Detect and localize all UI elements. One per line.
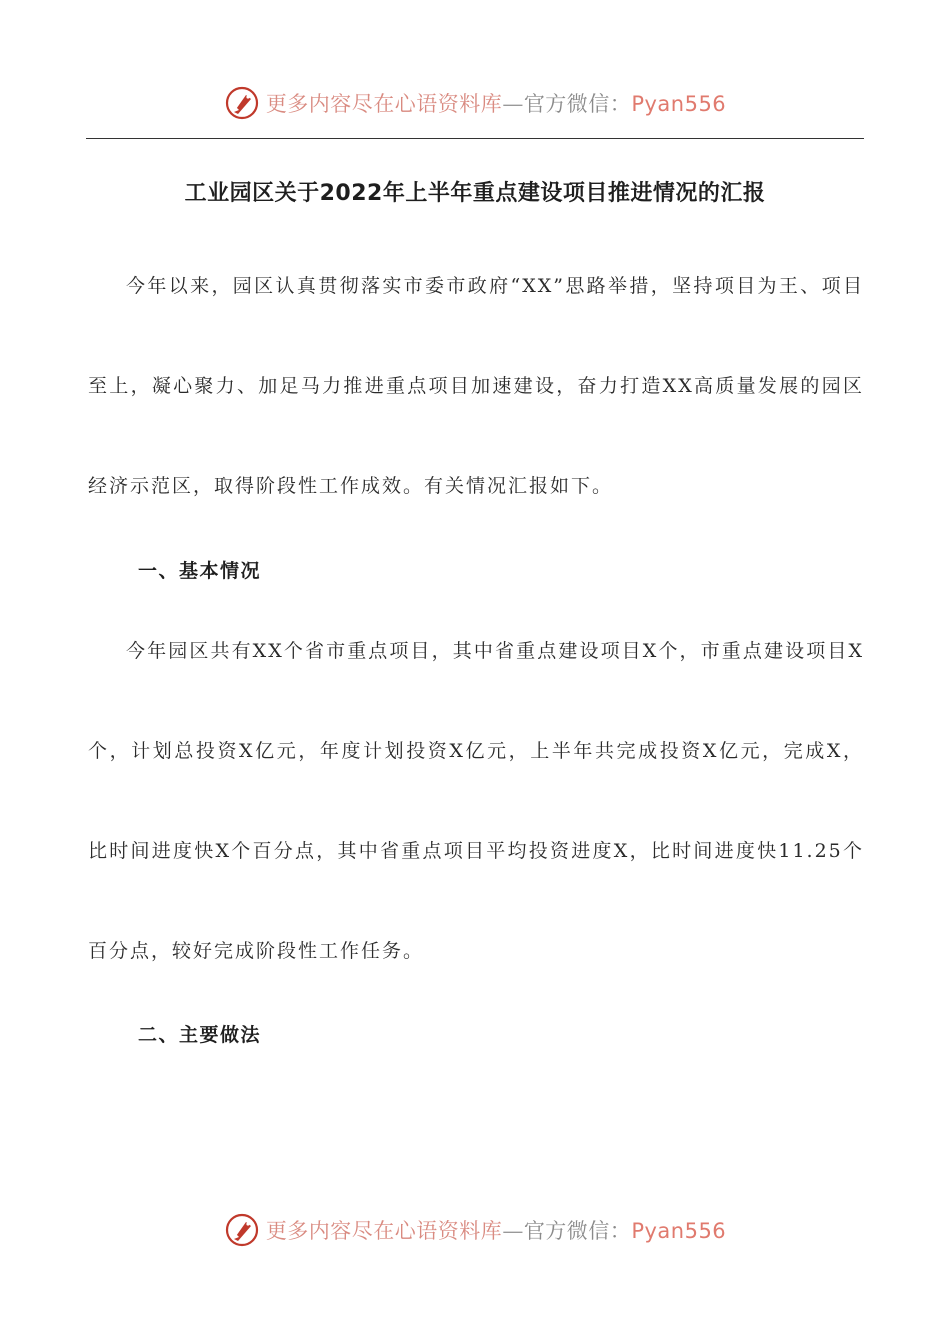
watermark-wechat-label: 官方微信： xyxy=(523,1219,632,1243)
watermark-main-text: 更多内容尽在心语资料库 xyxy=(265,92,503,116)
intro-paragraph: 今年以来，园区认真贯彻落实市委市政府“XX”思路举措，坚持项目为王、项目至上，凝心聚力、加足马力推进重点项目加速建设，奋力打造XX高质量发展的园区经济示范区，取得阶段性工作成效。有关情况汇报如下。 xyxy=(88,275,864,497)
section-heading-main-practices: 二、主要做法 xyxy=(138,1024,262,1046)
section-heading-basic-situation: 一、基本情况 xyxy=(138,560,262,582)
watermark-wechat-id: Pyan556 xyxy=(631,92,727,116)
document-title: 工业园区关于2022年上半年重点建设项目推进情况的汇报 xyxy=(184,181,766,206)
watermark-wechat-label: 官方微信： xyxy=(523,92,632,116)
pen-nib-logo-icon xyxy=(224,1212,260,1248)
pen-nib-logo-icon xyxy=(224,85,260,121)
watermark-wechat-id: Pyan556 xyxy=(631,1219,727,1243)
footer-watermark-banner xyxy=(0,1205,950,1255)
watermark-text xyxy=(266,88,726,118)
watermark-separator: — xyxy=(502,1219,524,1243)
basic-situation-paragraph: 今年园区共有XX个省市重点项目，其中省重点建设项目X个，市重点建设项目X个，计划总投资X亿元，年度计划投资X亿元，上半年共完成投资X亿元，完成X，比时间进度快X个百分点，其中省重点项目平均投资进度X，比时间进度快11.25个百分点，较好完成阶段性工作任务。 xyxy=(88,640,864,962)
watermark-separator: — xyxy=(502,92,524,116)
watermark-main-text: 更多内容尽在心语资料库 xyxy=(265,1219,503,1243)
watermark-text xyxy=(266,1215,726,1245)
header-divider xyxy=(86,138,864,139)
header-watermark-banner xyxy=(0,78,950,128)
